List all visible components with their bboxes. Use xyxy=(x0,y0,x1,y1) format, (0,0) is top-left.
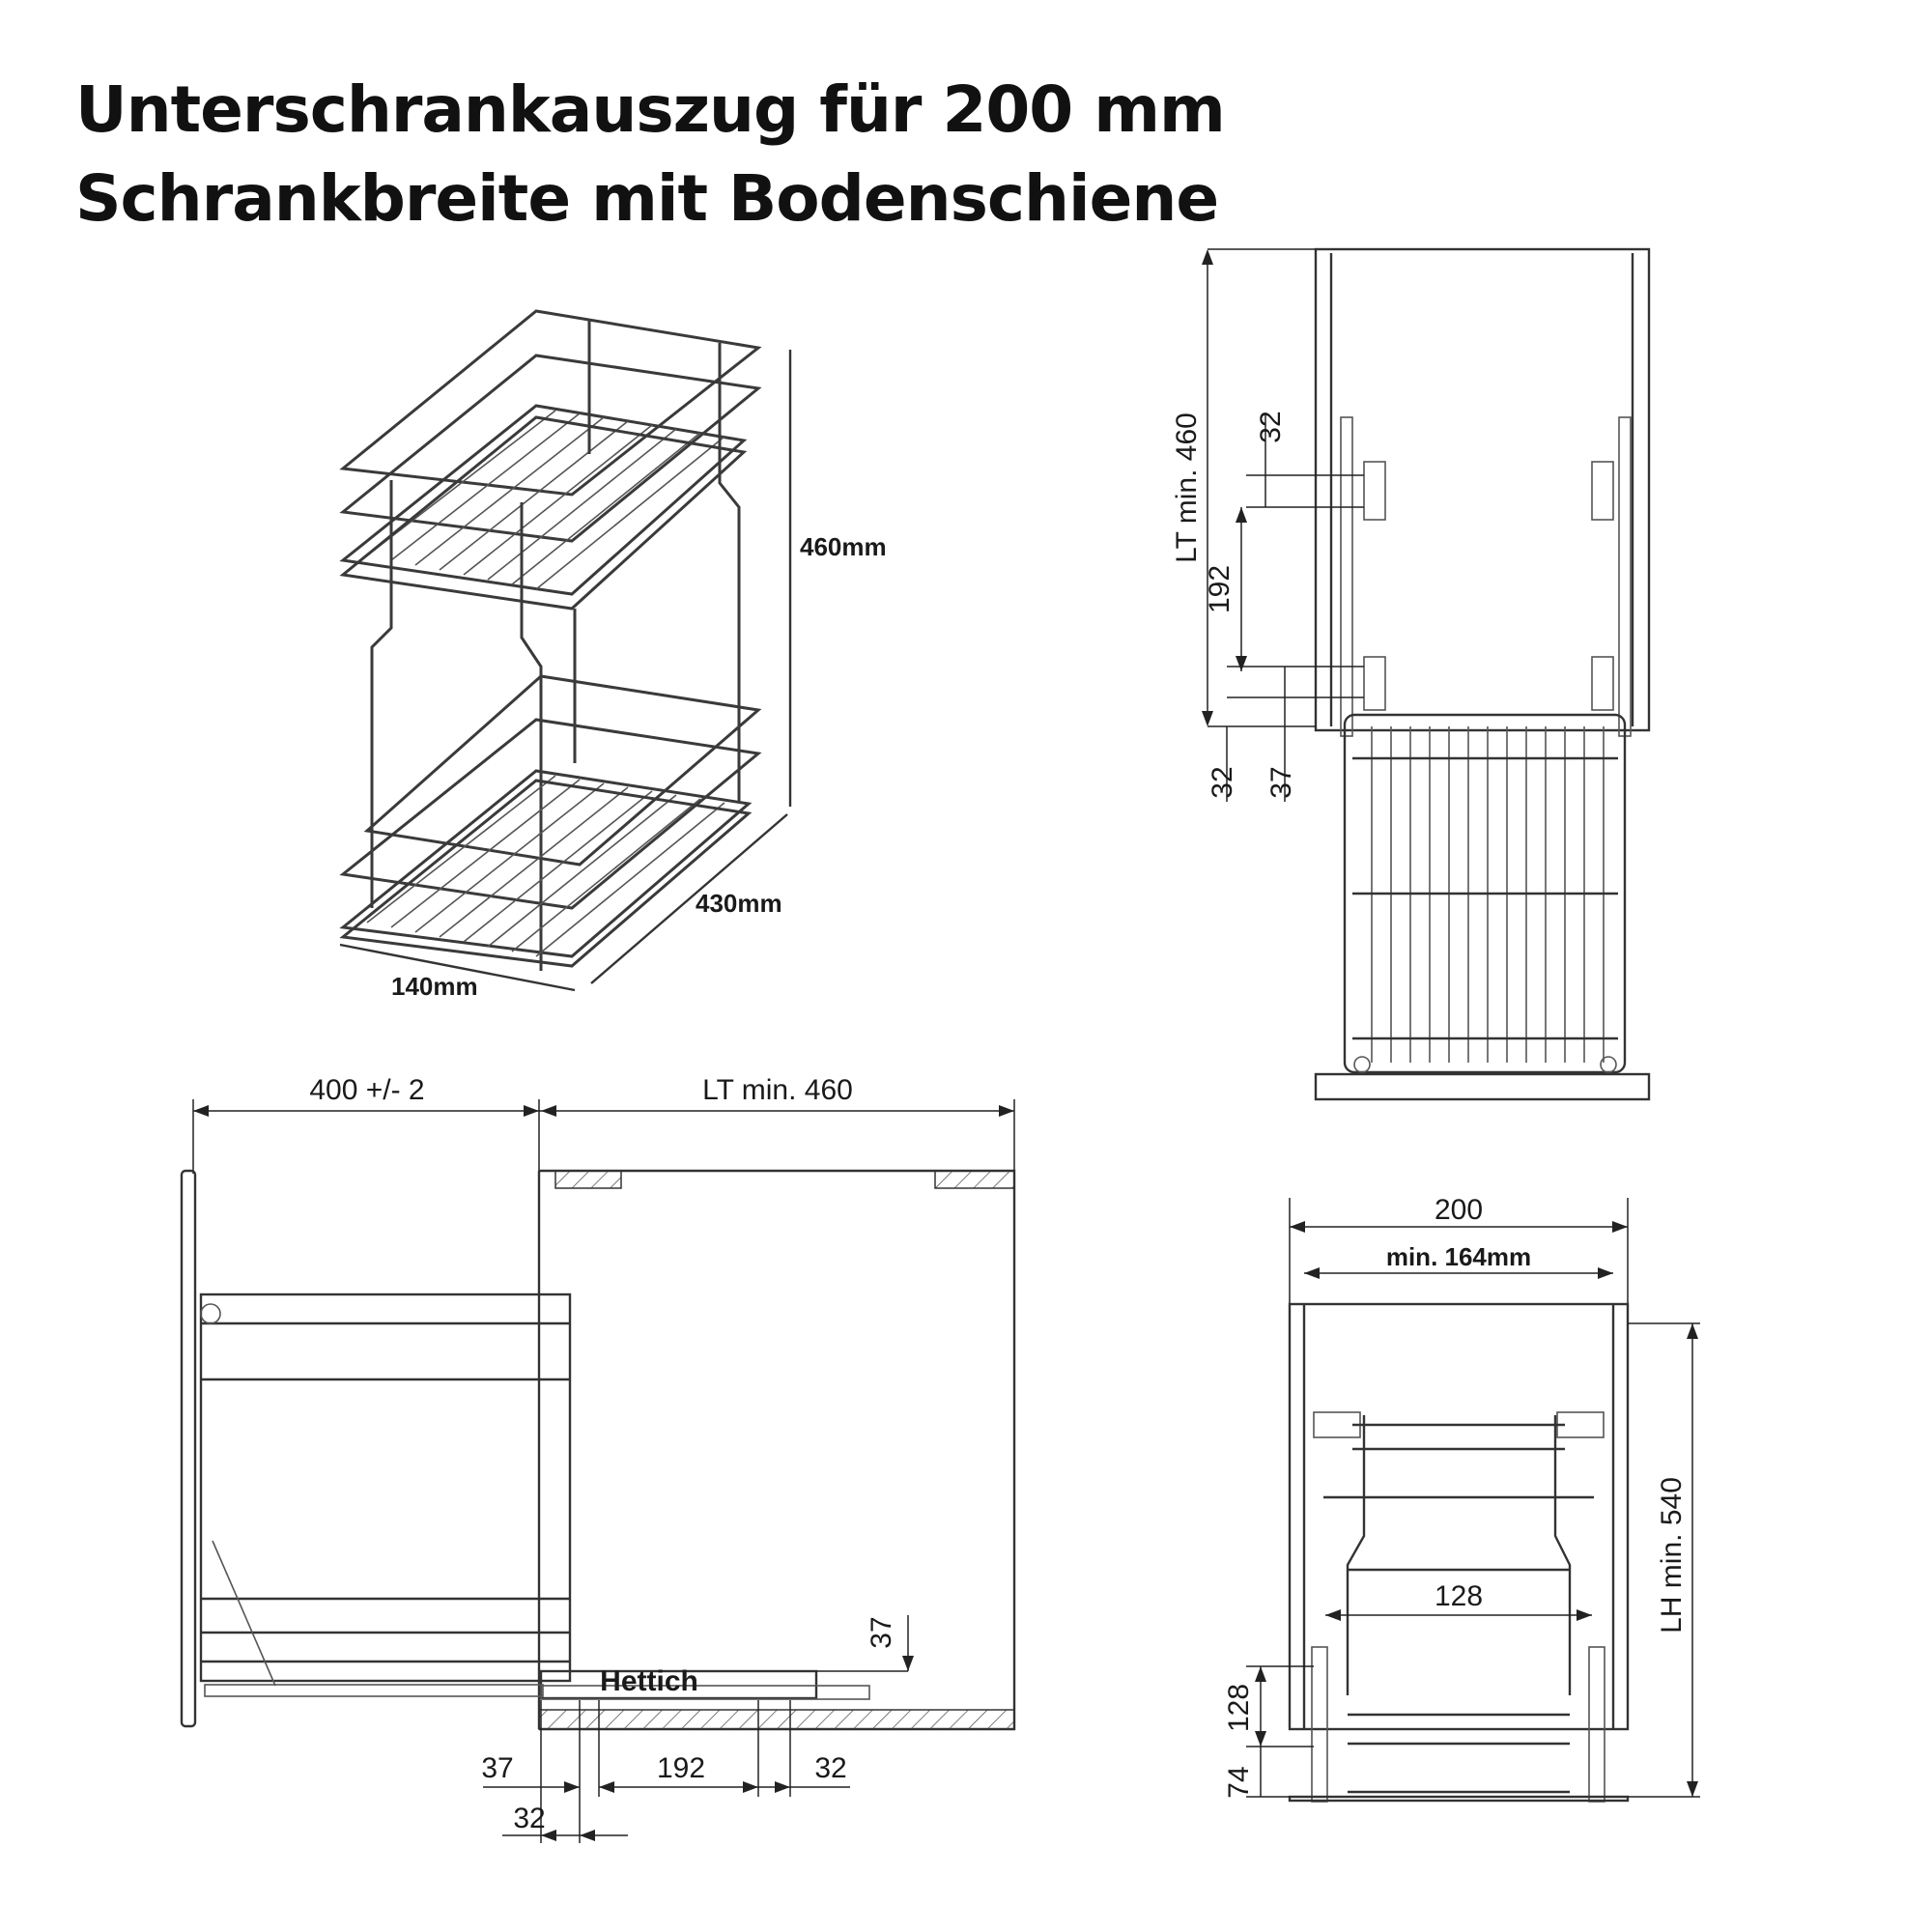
front-dim-74: 74 xyxy=(1223,1766,1255,1799)
plan-dim-192: 192 xyxy=(1204,564,1236,614)
side-pullout-label: 400 +/- 2 xyxy=(309,1074,425,1106)
iso-width-label: 140mm xyxy=(391,972,478,1001)
front-height-label: LH min. 540 xyxy=(1656,1477,1688,1634)
front-dim-128-vertical: 128 xyxy=(1223,1683,1255,1733)
side-dim-32-bottom: 32 xyxy=(513,1803,546,1834)
plan-view-top xyxy=(1171,249,1649,1099)
plan-depth-label: LT min. 460 xyxy=(1171,412,1203,563)
side-dim-32-right: 32 xyxy=(814,1752,847,1784)
side-dim-37-vertical: 37 xyxy=(866,1616,897,1649)
title-line-2: Schrankbreite mit Bodenschiene xyxy=(75,161,1219,236)
title-line-1: Unterschrankauszug für 200 mm xyxy=(75,72,1225,147)
side-brand-label: Hettich xyxy=(600,1665,698,1697)
plan-dim-32-upper: 32 xyxy=(1255,411,1287,443)
side-dim-192: 192 xyxy=(656,1752,706,1784)
side-dim-37: 37 xyxy=(481,1752,514,1784)
front-inner-width-label: min. 164mm xyxy=(1385,1242,1532,1271)
side-depth-label: LT min. 460 xyxy=(702,1074,853,1106)
front-width-label: 200 xyxy=(1434,1194,1484,1226)
iso-basket-view xyxy=(340,311,887,1001)
iso-depth-label: 430mm xyxy=(696,889,782,918)
plan-dim-37: 37 xyxy=(1265,766,1297,799)
front-view-bottom xyxy=(1223,1194,1700,1802)
iso-height-label: 460mm xyxy=(800,532,887,561)
side-view xyxy=(182,1074,1014,1843)
front-dim-128-horizontal: 128 xyxy=(1434,1580,1484,1612)
plan-dim-32-lower: 32 xyxy=(1207,766,1238,799)
